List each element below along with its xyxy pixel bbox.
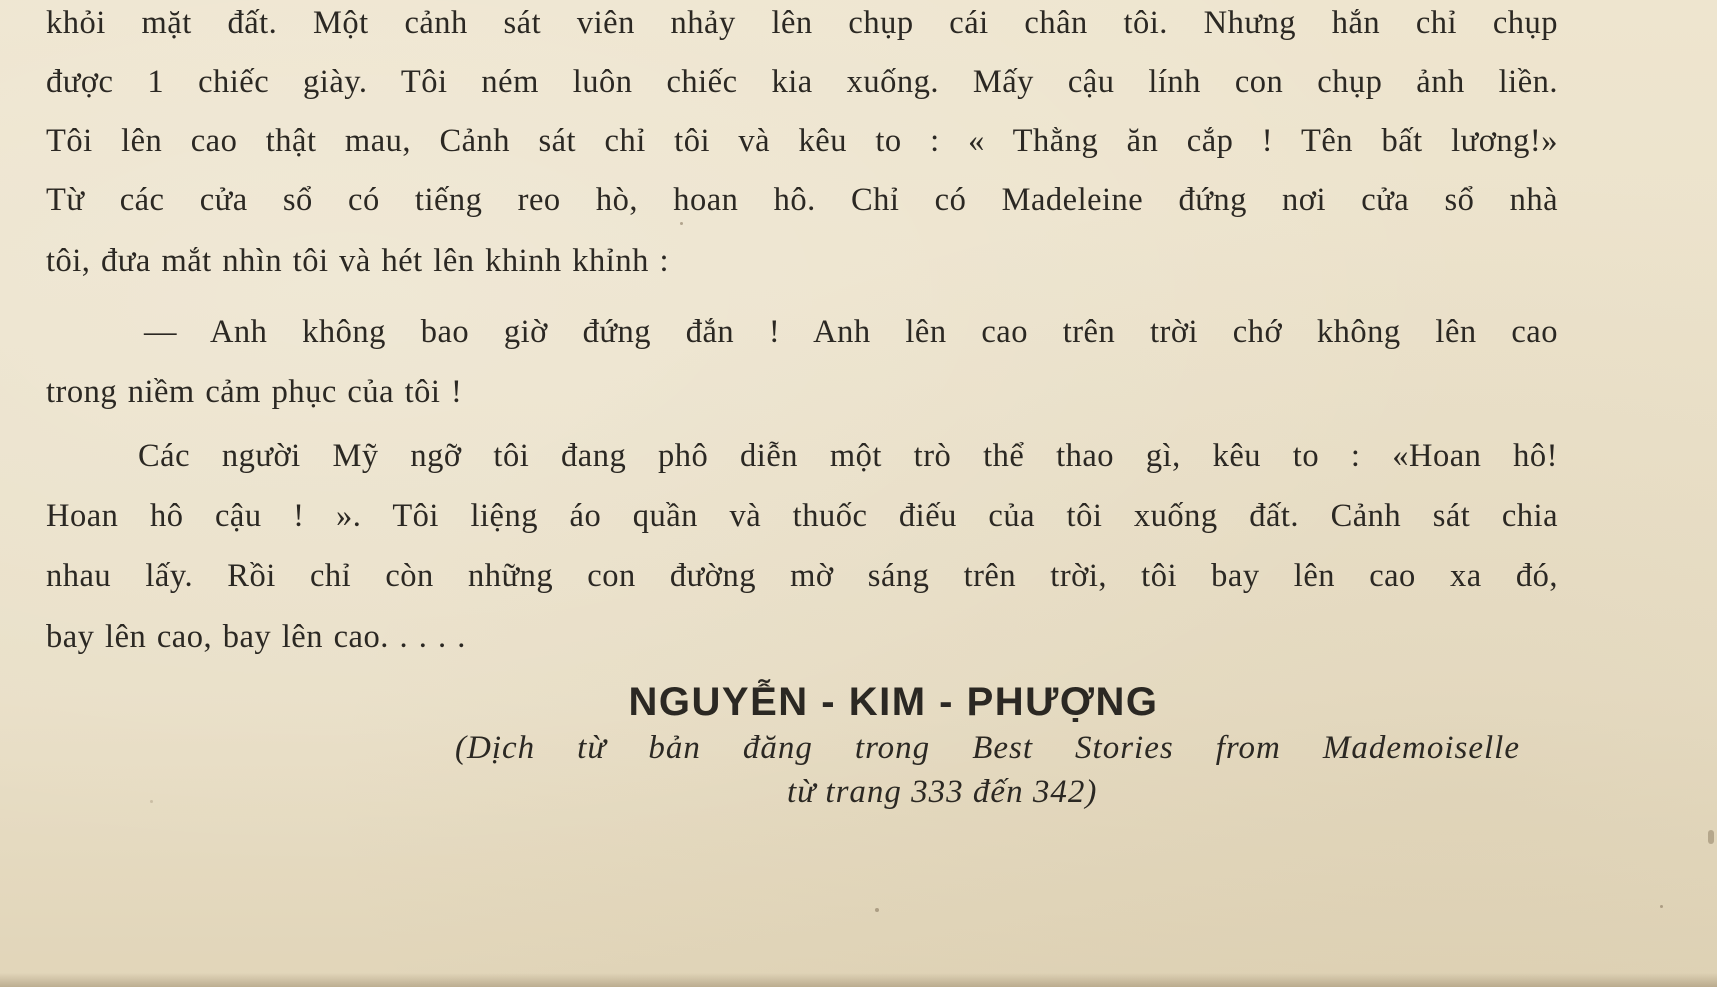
text-line: được 1 chiếc giày. Tôi ném luôn chiếc kia xuống. Mấy cậu lính con chụp ảnh liền. [46,64,1558,100]
paper-speck [875,908,879,912]
text-line: bay lên cao, bay lên cao. . . . . [46,619,466,655]
text-line: tôi, đưa mắt nhìn tôi và hét lên khinh khỉnh : [46,243,669,279]
text-line: nhau lấy. Rồi chỉ còn những con đường mờ sáng trên trời, tôi bay lên cao xa đó, [46,558,1558,594]
text-line: trong niềm cảm phục của tôi ! [46,374,463,410]
dialogue-line: — Anh không bao giờ đứng đắn ! Anh lên cao trên trời chớ không lên cao [144,314,1558,350]
text-line: Hoan hô cậu ! ». Tôi liệng áo quần và thuốc điếu của tôi xuống đất. Cảnh sát chia [46,498,1558,534]
text-line: khỏi mặt đất. Một cảnh sát viên nhảy lên chụp cái chân tôi. Nhưng hắn chỉ chụp [46,5,1558,41]
text-line: Từ các cửa sổ có tiếng reo hò, hoan hô. Chỉ có Madeleine đứng nơi cửa sổ nhà [46,182,1558,218]
source-note-line-2: từ trang 333 đến 342) [787,774,1098,810]
paper-speck [1660,905,1663,908]
source-note-line-1: (Dịch từ bản đăng trong Best Stories from Mademoiselle [455,730,1520,766]
paper-edge-shadow [0,973,1717,987]
paper-speck [1708,830,1714,844]
text-line: Tôi lên cao thật mau, Cảnh sát chỉ tôi và kêu to : « Thằng ăn cắp ! Tên bất lương!» [46,123,1558,159]
author-name: NGUYỄN - KIM - PHƯỢNG [628,680,1159,724]
paper-speck [150,800,153,803]
text-line: Các người Mỹ ngỡ tôi đang phô diễn một trò thể thao gì, kêu to : «Hoan hô! [138,438,1558,474]
paper-speck [680,222,683,225]
